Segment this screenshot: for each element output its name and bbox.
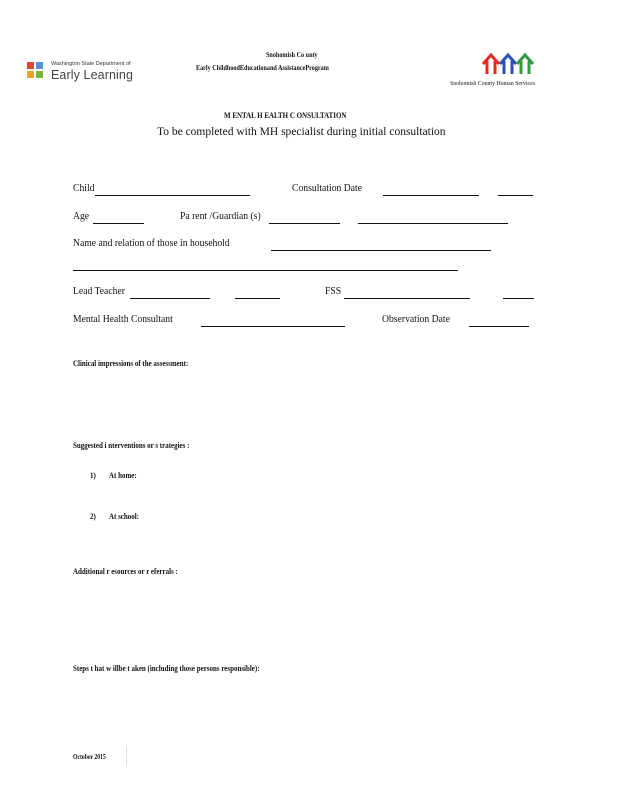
consultation-date-field[interactable] (383, 195, 479, 196)
age-field[interactable] (93, 223, 144, 224)
logo-name: Early Learning (51, 68, 134, 82)
form-title: M ENTAL H EALTH C ONSULTATION (224, 110, 347, 120)
child-label: Child (73, 183, 95, 194)
child-field[interactable] (95, 195, 250, 196)
fss-label: FSS (325, 286, 342, 297)
parent-guardian-label: Pa rent /Guardian (s) (180, 211, 261, 222)
at-home-label: At home: (109, 470, 137, 480)
footer-divider (126, 746, 127, 766)
form-subtitle: To be completed with MH specialist during initial consultation (157, 126, 446, 138)
lead-teacher-extra-field[interactable] (235, 298, 280, 299)
logo-square-orange (27, 71, 34, 78)
steps-heading: Steps t hat w illbe t aken (including those persons responsible): (73, 663, 260, 673)
at-school-number: 2) (90, 511, 96, 521)
household-label: Name and relation of those in household (73, 238, 230, 249)
household-field-continued[interactable] (73, 270, 458, 271)
clinical-impressions-heading: Clinical impressions of the assessment: (73, 358, 189, 368)
parent-guardian-extra-field[interactable] (358, 223, 508, 224)
header-program: Early ChildhoodEducationand AssistanceProgram (196, 63, 329, 72)
parent-guardian-field[interactable] (269, 223, 340, 224)
mh-consultant-field[interactable] (201, 326, 345, 327)
lead-teacher-label: Lead Teacher (73, 286, 125, 297)
household-field[interactable] (271, 250, 491, 251)
observation-date-label: Observation Date (382, 314, 450, 325)
lead-teacher-field[interactable] (130, 298, 210, 299)
observation-date-field[interactable] (469, 326, 529, 327)
early-learning-logo (27, 60, 137, 84)
header-county: Snohomish Co unty (266, 50, 318, 59)
mh-consultant-label: Mental Health Consultant (73, 314, 173, 325)
logo-square-red (27, 62, 34, 69)
consultation-date-extra-field[interactable] (498, 195, 533, 196)
at-home-number: 1) (90, 470, 96, 480)
fss-extra-field[interactable] (503, 298, 534, 299)
early-learning-squares-icon (27, 62, 45, 82)
at-school-label: At school: (109, 511, 140, 521)
logo-square-green (36, 71, 43, 78)
human-services-logo-icon (482, 52, 536, 78)
additional-resources-heading: Additional r esources or r eferrals : (73, 566, 178, 576)
fss-field[interactable] (344, 298, 470, 299)
logo-department: Washington State Department of (51, 61, 131, 67)
suggested-interventions-heading: Suggested i nterventions or s trategies : (73, 440, 190, 450)
age-label: Age (73, 211, 90, 222)
consultation-date-label: Consultation Date (292, 183, 363, 194)
logo-square-blue (36, 62, 43, 69)
human-services-caption: Snohomish County Human Services (450, 80, 535, 87)
footer-date: October 2015 (73, 753, 106, 761)
